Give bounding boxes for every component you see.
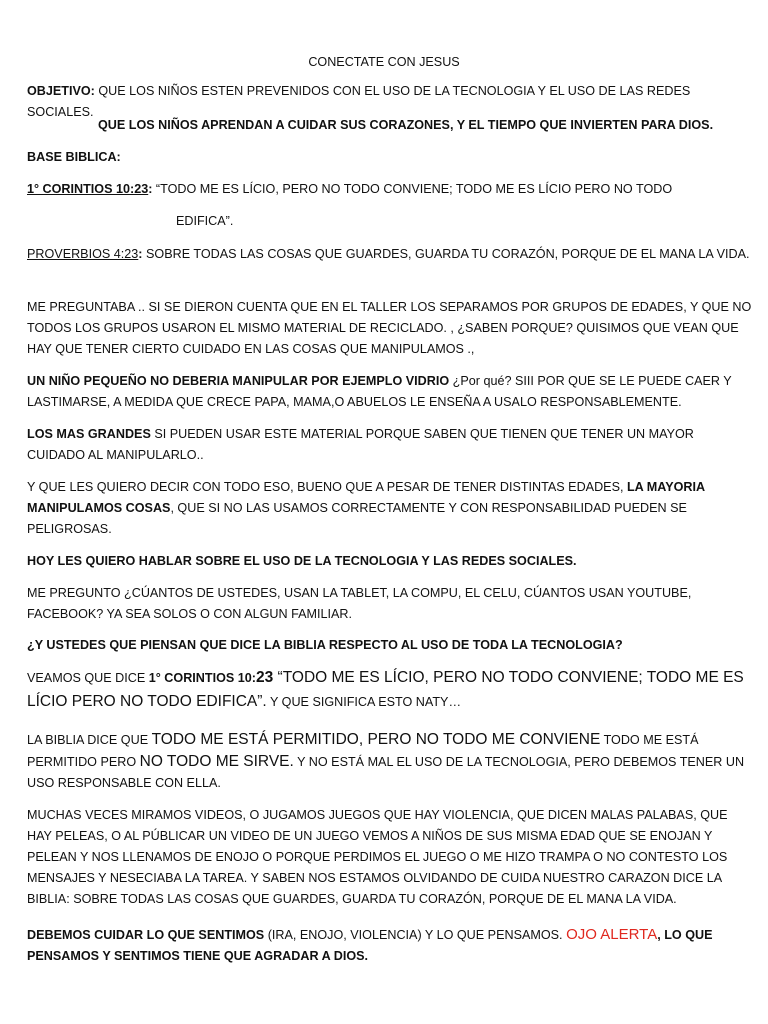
paragraph-nino-pequeno: UN NIÑO PEQUEÑO NO DEBERIA MANIPULAR POR EJEMPLO VIDRIO ¿Por qué? SIII POR QUE SE LE PUEDE CAER Y LASTIMARSE, A MEDIDA QUE CRECE PAPA, MAMA,O ABUELOS LE ENSEÑA A USALO RESPONSABLEMENTE. — [27, 374, 732, 409]
base-biblica-label: BASE BIBLICA: — [27, 150, 121, 164]
paragraph-hoy-les-quiero: HOY LES QUIERO HABLAR SOBRE EL USO DE LA TECNOLOGIA Y LAS REDES SOCIALES. — [27, 554, 577, 568]
paragraph-muchas-veces: MUCHAS VECES MIRAMOS VIDEOS, O JUGAMOS JUEGOS QUE HAY VIOLENCIA, QUE DICEN MALAS PALABAS, QUE HAY PELEAS, O AL PÚBLICAR UN VIDEO DE UN JUEGO VEMOS A NIÑOS DE SUS MISMA EDAD QUE SE ENOJAN Y PELEAN Y NOS LLENAMOS DE ENOJO O PORQUE PERDIMOS EL JUEGO O ME HIZO TRAMPA O NO CONTESTO LOS MENSAJES Y NESECIABA LA TAREA. Y SABEN NOS ESTAMOS OLVIDANDO DE CUIDA NUESTRO CARAZON DICE LA BIBLIA: SOBRE TODAS LAS COSAS QUE GUARDES, GUARDA TU CORAZÓN, PORQUE DE EL MANA LA VIDA. — [27, 808, 728, 906]
corintios-verse: 1° CORINTIOS 10:23: “TODO ME ES LÍCIO, PERO NO TODO CONVIENE; TODO ME ES LÍCIO PERO NO TODO — [27, 182, 673, 196]
proverbios-verse: PROVERBIOS 4:23: SOBRE TODAS LAS COSAS QUE GUARDES, GUARDA TU CORAZÓN, PORQUE DE EL MANA LA VIDA. — [27, 247, 750, 261]
proverbios-ref: PROVERBIOS 4:23 — [27, 247, 139, 261]
corintios-verse-cont: EDIFICA”. — [176, 214, 234, 228]
paragraph-veamos: VEAMOS QUE DICE 1° CORINTIOS 10:23 “TODO ME ES LÍCIO, PERO NO TODO CONVIENE; TODO ME ES LÍCIO PERO NO TODO EDIFICA”. Y QUE SIGNIFICA ESTO NATY… — [27, 669, 744, 710]
paragraph-distintas-edades: Y QUE LES QUIERO DECIR CON TODO ESO, BUENO QUE A PESAR DE TENER DISTINTAS EDADES, LA MAYORIA MANIPULAMOS COSAS, QUE SI NO LAS USAMOS CORRECTAMENTE Y CON RESPONSABILIDAD PUEDEN SE PELIGROSAS. — [27, 480, 705, 536]
corintios-ref: 1° CORINTIOS 10:23 — [27, 182, 149, 196]
paragraph-mas-grandes: LOS MAS GRANDES SI PUEDEN USAR ESTE MATERIAL PORQUE SABEN QUE TIENEN QUE TENER UN MAYOR CUIDADO AL MANIPULARLO.. — [27, 427, 694, 462]
objetivo-line-2: QUE LOS NIÑOS APRENDAN A CUIDAR SUS CORAZONES, Y EL TIEMPO QUE INVIERTEN PARA DIOS. — [98, 118, 714, 132]
paragraph-taller: ME PREGUNTABA .. SI SE DIERON CUENTA QUE EN EL TALLER LOS SEPARAMOS POR GRUPOS DE EDADES, Y QUE NO TODOS LOS GRUPOS USARON EL MISMO MATERIAL DE RECICLADO. , ¿SABEN PORQUE? QUISIMOS QUE VEAN QUE HAY QUE TENER CIERTO CUIDADO EN LAS COSAS QUE MANIPULAMOS ., — [27, 300, 752, 356]
paragraph-me-pregunto: ME PREGUNTO ¿CÚANTOS DE USTEDES, USAN LA TABLET, LA COMPU, EL CELU, CÚANTOS USAN YOUTUBE, FACEBOOK? YA SEA SOLOS O CON ALGUN FAMILIAR. — [27, 586, 692, 621]
paragraph-debemos-cuidar: DEBEMOS CUIDAR LO QUE SENTIMOS (IRA, ENOJO, VIOLENCIA) Y LO QUE PENSAMOS. OJO ALERTA, LO QUE PENSAMOS Y SENTIMOS TIENE QUE AGRADAR A DIOS. — [27, 926, 713, 963]
corintios-text: “TODO ME ES LÍCIO, PERO NO TODO CONVIENE; TODO ME ES LÍCIO PERO NO TODO — [152, 182, 673, 196]
paragraph-biblia-dice: LA BIBLIA DICE QUE TODO ME ESTÁ PERMITIDO, PERO NO TODO ME CONVIENE TODO ME ESTÁ PERMITIDO PERO NO TODO ME SIRVE. Y NO ESTÁ MAL EL USO DE LA TECNOLOGIA, PERO DEBEMOS TENER UN USO RESPONSABLE CON ELLA. — [27, 731, 745, 790]
objetivo-text: QUE LOS NIÑOS ESTEN PREVENIDOS CON EL USO DE LA TECNOLOGIA Y EL USO DE LAS REDES SOCIALES. — [27, 84, 691, 119]
ojo-alerta-text: OJO ALERTA — [566, 926, 658, 943]
document-title: CONECTATE CON JESUS — [308, 55, 460, 69]
paragraph-question: ¿Y USTEDES QUE PIENSAN QUE DICE LA BIBLIA RESPECTO AL USO DE TODA LA TECNOLOGIA? — [27, 638, 623, 652]
proverbios-text: SOBRE TODAS LAS COSAS QUE GUARDES, GUARDA TU CORAZÓN, PORQUE DE EL MANA LA VIDA. — [142, 247, 750, 261]
objetivo-label: OBJETIVO: — [27, 84, 95, 98]
